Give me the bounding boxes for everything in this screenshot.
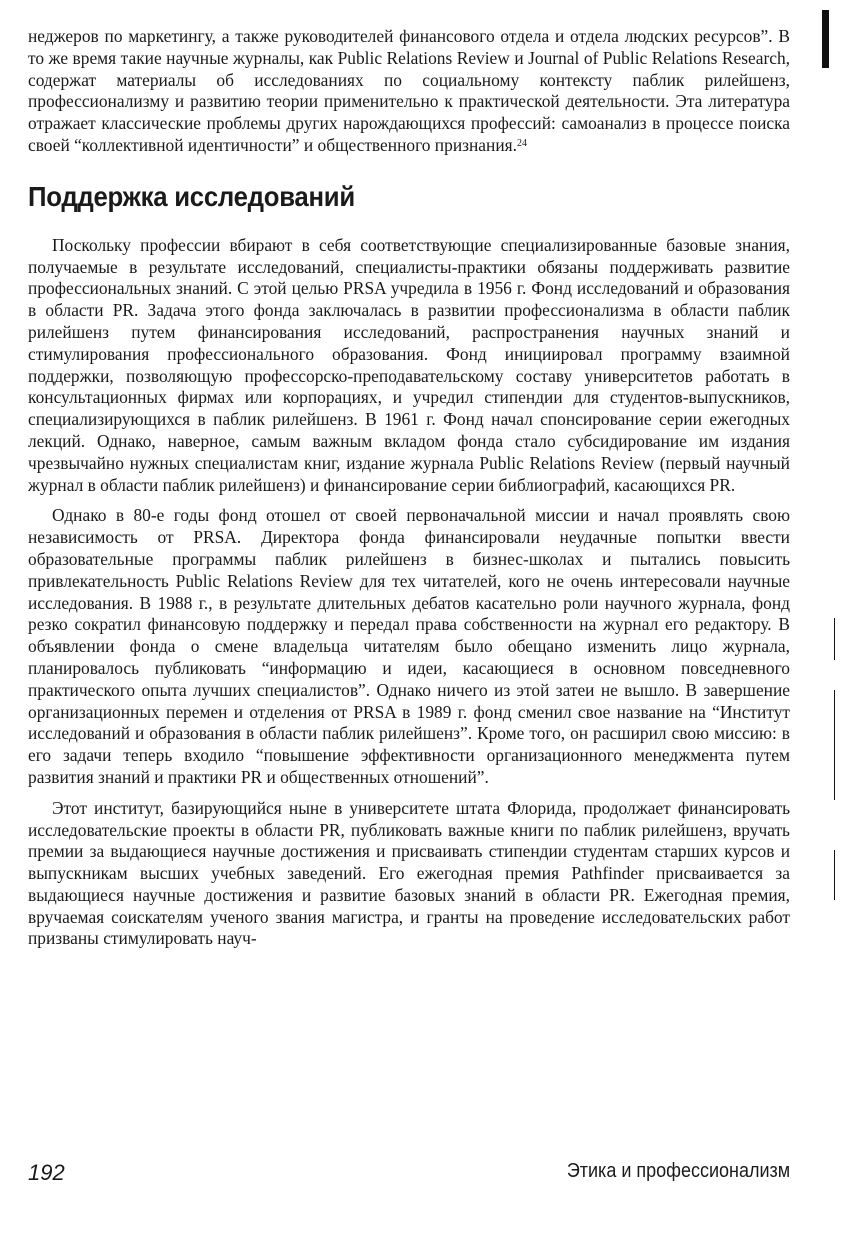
intro-paragraph (28, 26, 790, 157)
paragraph-3: Этот институт, базирующийся ныне в университете штата Флорида, продолжает финансировать исследовательские проекты в области PR, публиковать важные книги по паблик рилейшенз, вручать премии за выдающиеся научные достижения и присваивать стипендии студентам старших курсов и выпускникам высших учебных заведений. Его ежегодная премия Pathfinder присваивается за выдающиеся научные достижения и развитие базовых знаний в области PR. Ежегодная премия, вручаемая соискателям ученого звания магистра, и гранты на проведение исследовательских работ призваны стимулировать науч- (28, 797, 790, 949)
paragraph-1: Поскольку профессии вбирают в себя соответствующие специализированные базовые знания, получаемые в результате исследований, специалисты-практики обязаны поддерживать развитие профессиональных знаний. С этой целью PRSA учредила в 1956 г. Фонд исследований и образования в области PR. Задача этого фонда заключалась в развитии профессионализма в области паблик рилейшенз путем финансирования исследований, распространения научных знаний и стимулирования профессионального образования. Фонд инициировал программу взаимной поддержки, позволяющую профессорско-преподавательскому составу университетов работать в консультационных фирмах или корпорациях, и учредил стипендии для студентов-выпускников, специализирующихся в паблик рилейшенз. В 1961 г. Фонд начал спонсирование серии ежегодных лекций. Однако, наверное, самым важным вкладом фонда стало субсидирование им издания чрезвычайно нужных специалистам книг, издание журнала Public Relations Review (первый научный журнал в области паблик рилейшенз) и финансирование серии библиографий, касающихся PR. (28, 234, 790, 495)
page-body (28, 26, 790, 950)
scan-margin-line (834, 690, 835, 800)
section-title: Поддержка исследований (28, 180, 355, 212)
running-title: Этика и профессионализм (566, 1160, 790, 1182)
scan-margin-line (834, 850, 835, 900)
scan-margin-line (834, 618, 835, 660)
page-footer (28, 1160, 790, 1190)
intro-paragraph-text: неджеров по маркетингу, а также руководителей финансового отдела и отдела людских ресурсов”. В то же время такие научные журналы, как Public Relations Review и Journal of Public Relations Research, содержат материалы об исследованиях по социальному контексту паблик рилейшенз, профессионализму и развитию теории применительно к практической деятельности. Эта литература отражает классические проблемы других нарождающихся профессий: самоанализ в процессе поиска своей “коллективной идентичности” и общественного признания. (28, 26, 790, 155)
page-number: 192 (28, 1160, 65, 1185)
scan-edge-mark (822, 10, 829, 68)
paragraph-2: Однако в 80-е годы фонд отошел от своей первоначальной миссии и начал проявлять свою независимость от PRSA. Директора фонда финансировали неудачные попытки ввести образовательные программы паблик рилейшенз в бизнес-школах и пытались повысить привлекательность Public Relations Review для тех читателей, кого не очень интересовали научные исследования. В 1988 г., в результате длительных дебатов касательно роли научного журнала, фонд резко сократил финансовую поддержку и передал права собственности на журнал его редактору. В объявлении фонда о смене владельца читателям было обещано изменить лицо журнала, планировалось публиковать “информацию и идеи, касающиеся в основном повседневного практического опыта лучших специалистов”. Однако ничего из этой затеи не вышло. В завершение организационных перемен и отделения от PRSA в 1989 г. фонд сменил свое название на “Институт исследований и образования в области паблик рилейшенз”. Кроме того, он расширил свою миссию: в его задачи теперь входило “повышение эффективности организационного менеджмента путем развития знаний и практики PR и общественных отношений”. (28, 505, 790, 787)
footnote-marker: 24 (516, 137, 527, 149)
